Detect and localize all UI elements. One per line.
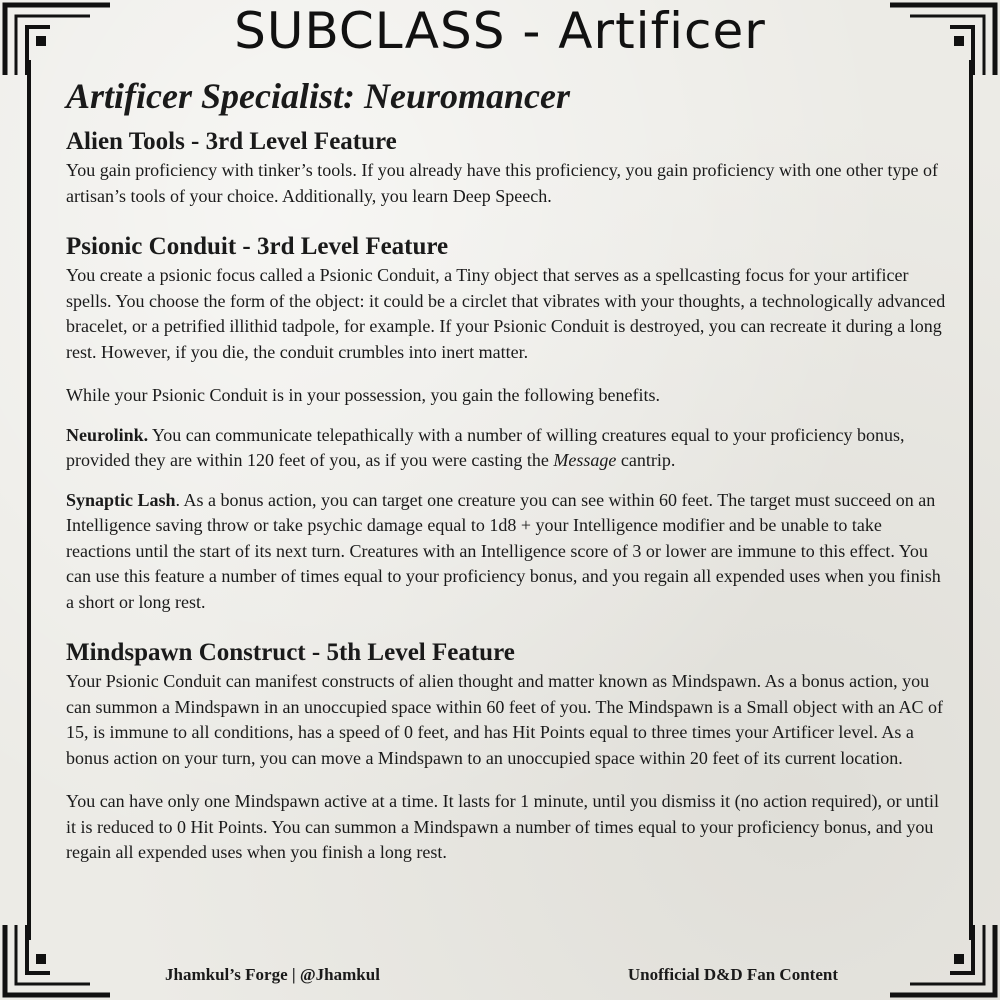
feature-heading: Mindspawn Construct - 5th Level Feature [66, 639, 515, 666]
neurolink-end: cantrip. [620, 450, 676, 470]
feature-body-2: You can have only one Mindspawn active at a time. It lasts for 1 minute, until you dismiss it (no action required), or until it is reduced to 0 Hit Points. You can summon a Mindspawn a number of times equal to your proficiency bonus, and you regain all expended uses when you finish a long rest. [66, 791, 940, 862]
synaptic-lash-lead: Synaptic Lash [66, 489, 176, 510]
feature-heading: Alien Tools - 3rd Level Feature [66, 128, 397, 155]
feature-heading: Psionic Conduit - 3rd Level Feature [66, 233, 449, 260]
content-area [66, 72, 946, 866]
feature-body: You create a psionic focus called a Psionic Conduit, a Tiny object that serves as a spellcasting focus for your artificer spells. You choose the form of the object: it could be a circlet that vibrates with your thoughts, a technologically advanced bracelet, or a petrified illithid tadpole, for example. If your Psionic Conduit is destroyed, you can recreate it during a long rest. However, if you die, the conduit crumbles into inert matter. [66, 265, 946, 362]
corner-ornament-bottom-right [890, 925, 1000, 1000]
feature-body: You gain proficiency with tinker’s tools. If you already have this proficiency, you gain proficiency with one other type of artisan’s tools of your choice. Additionally, you learn Deep Speech. [66, 160, 938, 206]
specialist-title: Artificer Specialist: Neuromancer [66, 76, 570, 116]
feature-psionic-conduit [66, 231, 946, 615]
footer-disclaimer: Unofficial D&D Fan Content [627, 965, 838, 984]
feature-mindspawn-construct [66, 637, 946, 866]
neurolink-paragraph [66, 423, 946, 474]
neurolink-spell: Message [553, 450, 617, 470]
page-title: SUBCLASS - Artificer [234, 2, 766, 60]
footer-credit: Jhamkul’s Forge | @Jhamkul [165, 965, 380, 984]
synaptic-lash-paragraph [66, 488, 946, 616]
synaptic-lash-text: . As a bonus action, you can target one creature you can see within 60 feet. The target must succeed on an Intelligence saving throw or take psychic damage equal to 1d8 + your Intelligence modifier and be unable to take reactions until the start of its next turn. Creatures with an Intelligence score of 3 or lower are immune to this effect. You can use this feature a number of times equal to your proficiency bonus, and you regain all expended uses when you finish a short or long rest. [66, 489, 941, 612]
corner-ornament-bottom-left [0, 925, 110, 1000]
feature-body: Your Psionic Conduit can manifest constructs of alien thought and matter known as Mindspawn. As a bonus action, you can summon a Mindspawn in an unoccupied space within 60 feet of you. The Mindspawn is a Small object with an AC of 15, is immune to all conditions, has a speed of 0 feet, and has Hit Points equal to three times your Artificer level. As a bonus action on your turn, you can move a Mindspawn to an unoccupied space within 20 feet of its current location. [66, 671, 944, 768]
border-right [969, 60, 973, 940]
benefits-intro: While your Psionic Conduit is in your possession, you gain the following benefits. [66, 385, 660, 405]
neurolink-lead: Neurolink. [66, 424, 149, 445]
neurolink-text: You can communicate telepathically with a number of willing creatures equal to your proficiency bonus, provided they are within 120 feet of you, as if you were casting the [66, 424, 905, 470]
border-left [27, 60, 31, 940]
feature-alien-tools [66, 126, 946, 209]
